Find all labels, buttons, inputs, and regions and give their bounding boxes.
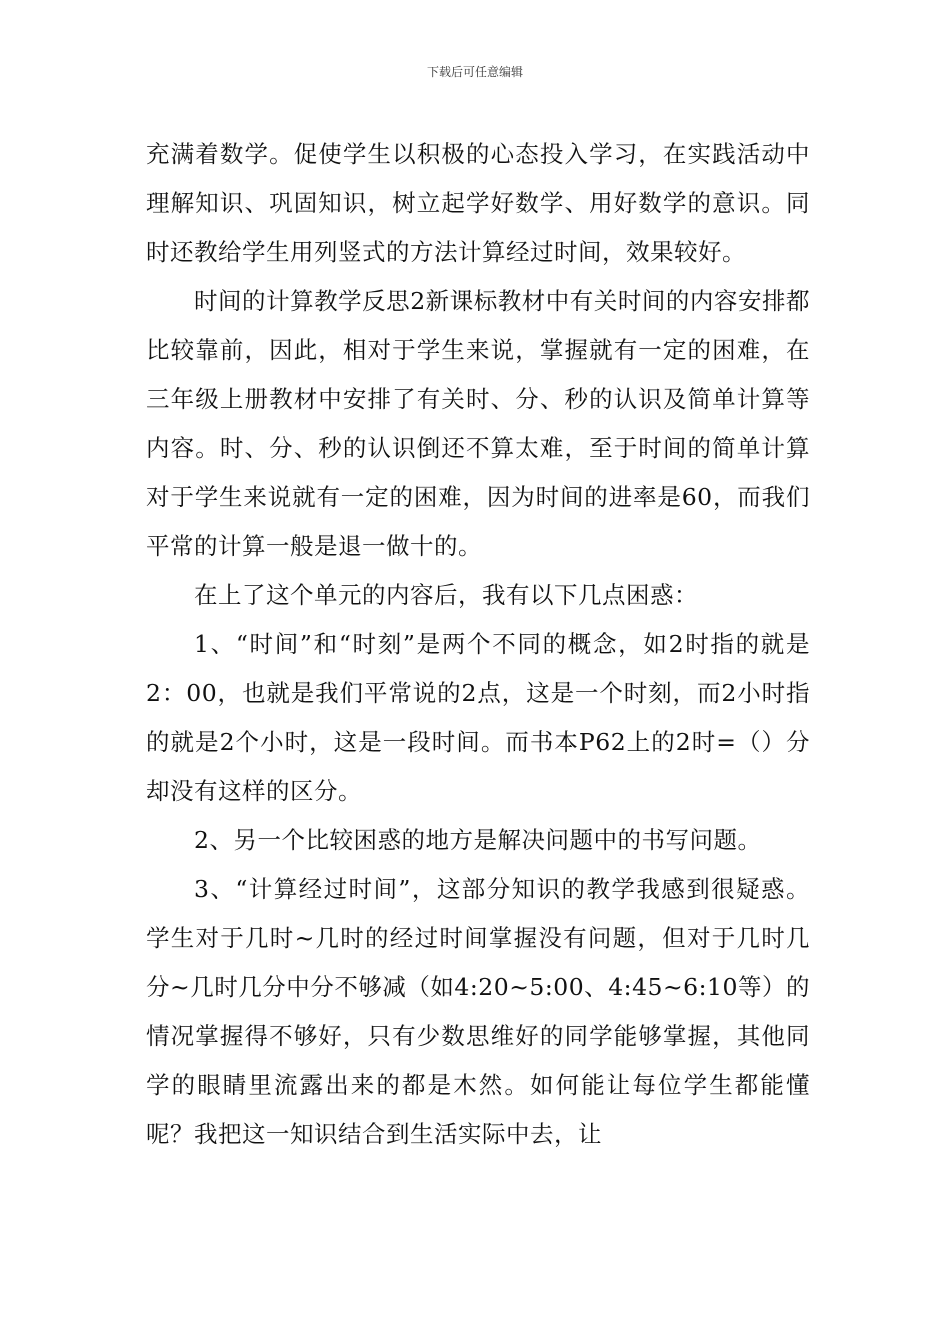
document-body [146,130,810,1159]
paragraph-3: 在上了这个单元的内容后，我有以下几点困惑： [194,581,698,609]
paragraph-6: 3、“计算经过时间”，这部分知识的教学我感到很疑惑。学生对于几时~几时的经过时间掌握没有问题，但对于几时几分~几时几分中分不够减（如4:20~5:00、4:45~6:10等）的情况掌握得不够好，只有少数思维好的同学能够掌握，其他同学的眼睛里流露出来的都是木然。如何能让每位学生都能懂呢？我把这一知识结合到生活实际中去，让 [146,875,810,1148]
paragraph-5: 2、另一个比较困惑的地方是解决问题中的书写问题。 [194,826,762,854]
paragraph-2: 时间的计算教学反思2新课标教材中有关时间的内容安排都比较靠前，因此，相对于学生来说，掌握就有一定的困难，在三年级上册教材中安排了有关时、分、秒的认识及简单计算等内容。时、分、秒的认识倒还不算太难，至于时间的简单计算对于学生来说就有一定的困难，因为时间的进率是60，而我们平常的计算一般是退一做十的。 [146,287,810,560]
page-header: 下载后可任意编辑 [426,65,523,79]
paragraph-4: 1、“时间”和“时刻”是两个不同的概念，如2时指的就是2：00，也就是我们平常说的2点，这是一个时刻，而2小时指的就是2个小时，这是一段时间。而书本P62上的2时=（）分却没有这样的区分。 [146,630,810,805]
paragraph-1: 充满着数学。促使学生以积极的心态投入学习，在实践活动中理解知识、巩固知识，树立起学好数学、用好数学的意识。同时还教给学生用列竖式的方法计算经过时间，效果较好。 [146,140,810,266]
